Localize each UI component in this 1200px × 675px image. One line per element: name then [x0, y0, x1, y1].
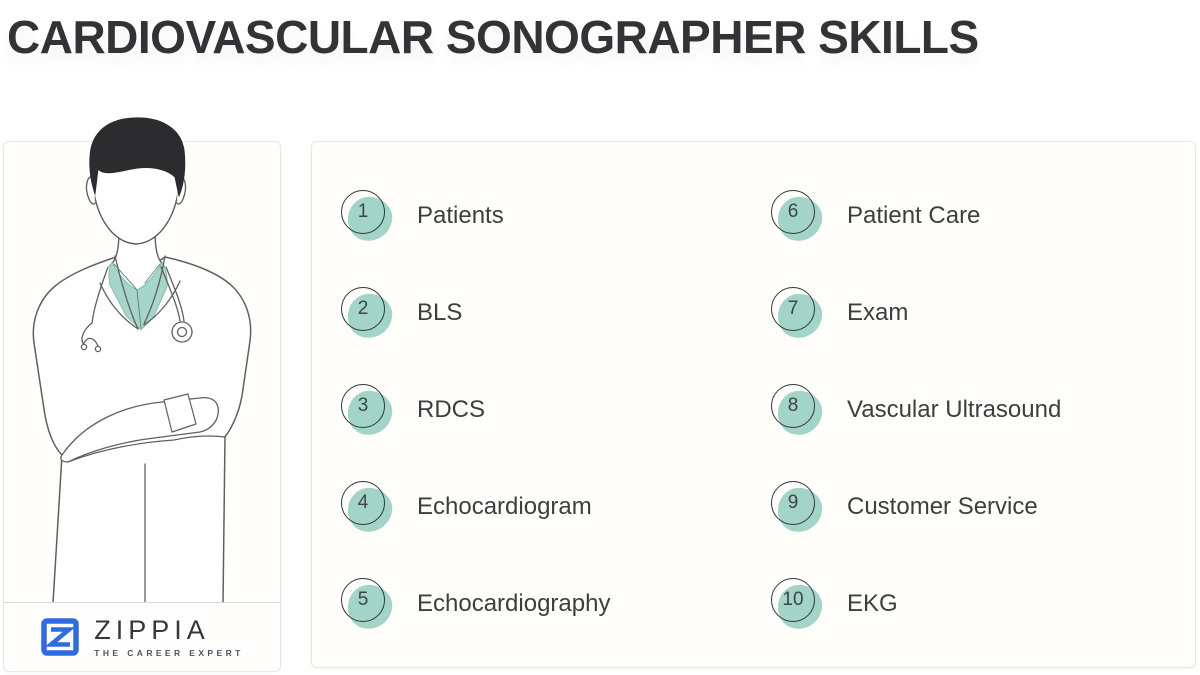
skill-number-badge	[341, 190, 393, 242]
skill-number-badge	[771, 190, 823, 242]
skill-number-badge	[771, 287, 823, 339]
skill-number: 2	[357, 298, 369, 319]
skill-number: 3	[357, 395, 369, 416]
badge-ring	[341, 190, 385, 234]
skill-item-3	[341, 384, 771, 436]
badge-ring	[771, 578, 815, 622]
skill-label: Patient Care	[847, 202, 981, 229]
skill-item-2	[341, 287, 771, 339]
neck	[110, 225, 164, 266]
badge-ring	[771, 384, 815, 428]
skill-item-8	[771, 384, 1195, 436]
coat	[33, 257, 250, 603]
skills-column-left	[341, 190, 771, 675]
page-title: CARDIOVASCULAR SONOGRAPHER SKILLS	[7, 11, 979, 63]
ear-right	[177, 177, 185, 204]
skill-number: 6	[787, 201, 799, 222]
skill-item-9	[771, 481, 1195, 533]
skill-label: Patients	[417, 202, 504, 229]
doctor-illustration-svg	[4, 117, 280, 604]
doctor-illustration	[4, 117, 280, 604]
skill-label: Customer Service	[847, 493, 1038, 520]
skill-item-5	[341, 578, 771, 630]
skill-item-4	[341, 481, 771, 533]
badge-ring	[341, 578, 385, 622]
brand-footer	[4, 602, 280, 671]
skill-label: Echocardiography	[417, 590, 611, 617]
skill-number-badge	[341, 578, 393, 630]
badge-ring	[771, 190, 815, 234]
skill-item-1	[341, 190, 771, 242]
skill-number-badge	[341, 384, 393, 436]
badge-ring	[771, 481, 815, 525]
face	[93, 131, 179, 244]
skill-label: EKG	[847, 590, 898, 617]
brand-tagline: THE CAREER EXPERT	[94, 647, 244, 658]
lapels	[100, 256, 180, 329]
skill-number: 4	[357, 492, 369, 513]
skill-item-6	[771, 190, 1195, 242]
brand-name: ZIPPIA	[94, 614, 210, 645]
skill-label: RDCS	[417, 396, 486, 423]
skill-number: 9	[787, 492, 799, 513]
skill-number-badge	[771, 481, 823, 533]
ear-left	[87, 177, 95, 204]
skills-column-right	[771, 190, 1195, 675]
skill-number: 8	[787, 395, 799, 416]
illustration-card	[3, 141, 281, 672]
skill-label: Echocardiogram	[417, 493, 592, 520]
skill-label: Vascular Ultrasound	[847, 396, 1062, 423]
stethoscope-icon	[81, 267, 192, 352]
skill-number: 5	[357, 589, 369, 610]
skill-item-10	[771, 578, 1195, 630]
badge-ring	[341, 384, 385, 428]
skill-number-badge	[341, 481, 393, 533]
skill-number-badge	[771, 578, 823, 630]
zippia-logo-icon	[40, 617, 80, 657]
skill-number-badge	[771, 384, 823, 436]
shirt	[109, 262, 167, 330]
skill-number-badge	[341, 287, 393, 339]
skill-number: 7	[787, 298, 799, 319]
hair	[90, 118, 185, 196]
skill-item-7	[771, 287, 1195, 339]
skill-label: BLS	[417, 299, 463, 326]
skill-label: Exam	[847, 299, 909, 326]
badge-ring	[771, 287, 815, 331]
crossed-arms	[61, 394, 225, 462]
skill-number: 1	[357, 201, 369, 222]
skills-grid	[341, 190, 1195, 675]
badge-ring	[341, 481, 385, 525]
skills-card	[311, 141, 1196, 668]
skill-number: 10	[782, 589, 804, 610]
badge-ring	[341, 287, 385, 331]
